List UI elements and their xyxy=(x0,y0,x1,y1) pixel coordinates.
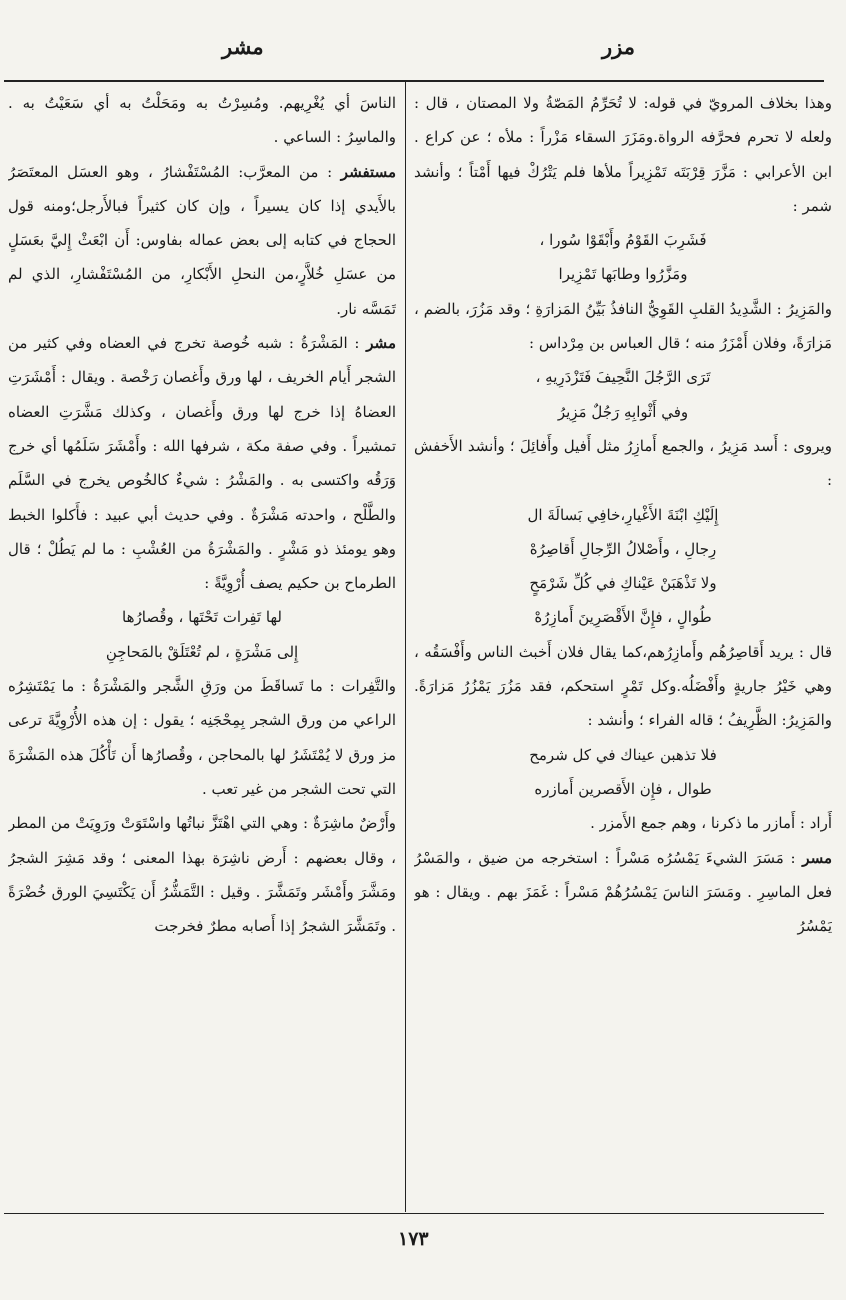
verse-line: طوال ، فإِن الأَقصرين أَمازره xyxy=(534,779,712,798)
column-divider xyxy=(405,82,406,1212)
verse-line: ومَزَّرُوا وطابَها تَمْزِيرا xyxy=(558,265,688,284)
verse xyxy=(414,223,832,292)
entry-text: : من المعرَّب: المُسْتَفْشارُ ، وهو العسَل المعتَصَرُ بالأَيدي إذا كان يسيراً ، وإن كان كثيراً فبالأَرجل؛ومنه قول الحجاج في كتابه إلى بعض عماله بفاوس: أَن ابْعَثْ إِليَّ بعَسَلٍ من عسَلِ خُلاَّرٍ،من النحلِ الأَبْكارِ، من المُسْتَفْشارِ، الذي لم تَمَسَّه نار. xyxy=(8,162,396,318)
entry xyxy=(8,326,396,600)
verse-line: لها تَفِرات تَحْتَها ، وقُصارُها xyxy=(122,608,282,627)
verse xyxy=(414,498,832,635)
paragraph: أَراد : أَمازر ما ذكرنا ، وهم جمع الأَمزر . xyxy=(590,814,832,833)
verse-line: فلا تذهبن عيناك في كل شرمح xyxy=(529,745,717,764)
verse-line: طُوالٍ ، فإِنَّ الأَقْصَرِينَ أَمازِرُهْ xyxy=(534,608,712,627)
entry-text: : مَسَرَ الشيءَ يَمْسُرُه مَسْراً : استخرجه من ضيق ، والمَسْرُ فعل الماسِرِ . ومَسَرَ الناسَ يَمْسُرُهُمْ مَسْراً : غَمَزَ بهم . ويقال : هو يَمْسُرُ xyxy=(414,848,832,936)
headword: مشر xyxy=(366,334,396,353)
verse-line: رِجالِ ، وأَصْلالُ الرِّجالِ أَقاصِرُهْ xyxy=(529,539,717,558)
paragraph: ويروى : أَسد مَزِيرُ ، والجمع أَمازِرُ مثل أَفيل وأَفائِلَ ؛ وأنشد الأَخفش : xyxy=(414,436,832,490)
headword: مستفشر xyxy=(340,162,396,181)
verse xyxy=(414,360,832,429)
entry xyxy=(414,841,832,944)
verse-line: فَشَرِبَ القَوْمُ وأَبْقَوْا سُورا ، xyxy=(539,231,707,250)
verse-line: وفي أَثْوابِهِ رَجُلٌ مَزِيرُ xyxy=(557,402,689,421)
paragraph: وهذا بخلاف المرويّ في قوله: لا تُحَرِّمُ المَصّةُ ولا المصتان ، قال : ولعله لا تحرم فحرَّفه الرواة.ومَزَرَ السقاء مَزْراً : ملأه ؛ عن كراع . ابن الأعرابي : مَزَّرَ قِرْبَتَه تَمْزِيراً ملأها فلم يَتْرُكْ فيها أَمْتاً ؛ وأنشد شمر : xyxy=(414,94,832,215)
verse-line: إِلَيْكِ ابْنَةَ الأَغْيارِ،خافِي بَسالَةَ ال xyxy=(527,505,719,524)
verse-line: إِلى مَشْرَةٍ ، لم تُعْتَلَقْ بالمَحاجِنِ xyxy=(105,642,299,661)
bottom-rule xyxy=(4,1213,824,1214)
paragraph: والمَزِيرُ : الشَّدِيدُ القلبِ القَوِيُّ النافذُ بَيِّنُ المَزارَةِ ؛ وقد مَزُرَ، بالضم ، مَزارَةً، وفلان أَمْزَرُ منه ؛ قال العباس بن مِرْداس : xyxy=(414,299,832,353)
page-number: ١٧٣ xyxy=(398,1228,429,1250)
verse xyxy=(414,738,832,807)
headword: مسر xyxy=(802,848,832,867)
verse-line: ولا تَذْهَبَنْ عَيْناكِ في كُلِّ شَرْمَحٍ xyxy=(529,574,717,593)
verse xyxy=(8,600,396,669)
top-rule xyxy=(4,80,824,82)
entry-text: : المَشْرَةُ : شبه خُوصة تخرج في العضاه وفي كثير من الشجر أَيام الخريف ، لها ورق وأَغصان رَخْصة . ويقال : أَمْشَرَتِ العضاهُ إذا خرج لها ورق وأَغصان ، وكذلك مَشَّرَتِ العضاه تمشيراً . وفي صفة مكة ، شرفها الله : وأَمْشَرَ سَلَمُها أي خرج وَرَقُه واكتسى به . والمَشْرُ : شيءٌ كالخُوص يخرج في السَّلَم والطَّلْح ، واحدته مَشْرَةٌ . وفي حديث أبي عبيد : فأَكلوا الخبط وهو يومئذ ذو مَشْرٍ . والمَشْرَةُ من العُشْبِ : ما لم يَطُلْ ؛ قال الطرماح بن حكيم يصف أُرْوِيَّةً : xyxy=(8,334,396,593)
paragraph: وأَرْضٌ ماشِرَةٌ : وهي التي اهْتَزَّ نباتُها واسْتَوَتْ ورَوِيَتْ من المطر ، وقال بعضهم : أَرض ناشِرَة بهذا المعنى ؛ وقد مَشِرَ الشجرُ ومَشَّرَ وأَمْشَر وتَمَشَّرَ . وقيل : التَّمَشُّرُ أَن يَكْتَسِيَ الورق خُضْرَةً . وتَمَشَّرَ الشجرُ إذا أَصابه مطرٌ فخرجت xyxy=(8,814,396,936)
verse-line: تَرَى الرَّجُلَ النَّحِيفَ فَتَزْدَرِيهِ ، xyxy=(535,368,711,387)
paragraph: والتَّفِرات : ما تَساقَطَ من ورَقِ الشَّجر والمَشْرَةُ : ما يَمْتَشِرُه الراعي من ورق الشجر بِمِحْجَنِه ؛ يقول : إن هذه الأُرْوِيَّةَ ترعى مز ورق لا يُمْتَشَرُ لها بالمحاجن ، وقُصارُها أَن تَأْكُلَ هذه المَشْرَةَ التي تحت الشجر من غير تعب . xyxy=(8,677,396,798)
right-header-word: مزر xyxy=(602,34,635,59)
paragraph: قال : يريد أَقاصِرُهُم وأَمازِرُهم،كما يقال فلان أَخبث الناس وأَفْسَقُه ، وهي خَيْرُ جاريةٍ وأَفْضَلُه.وكل تَمْرٍ استحكم، فقد مَزُرَ يَمْزُرُ مَزارَةً. والمَزِيرُ: الظَّرِيفُ ؛ قاله الفراء ؛ وأنشد : xyxy=(414,642,832,730)
left-column xyxy=(8,86,396,1210)
right-column xyxy=(414,86,832,1210)
paragraph: الناسَ أي يُغْرِيهم. ومُسِرْتُ به ومَحَلْتُ به أي سَعَيْتُ به . والماسِرُ : الساعي . xyxy=(8,94,396,147)
entry xyxy=(8,155,396,326)
left-header-word: مشر xyxy=(222,34,264,59)
